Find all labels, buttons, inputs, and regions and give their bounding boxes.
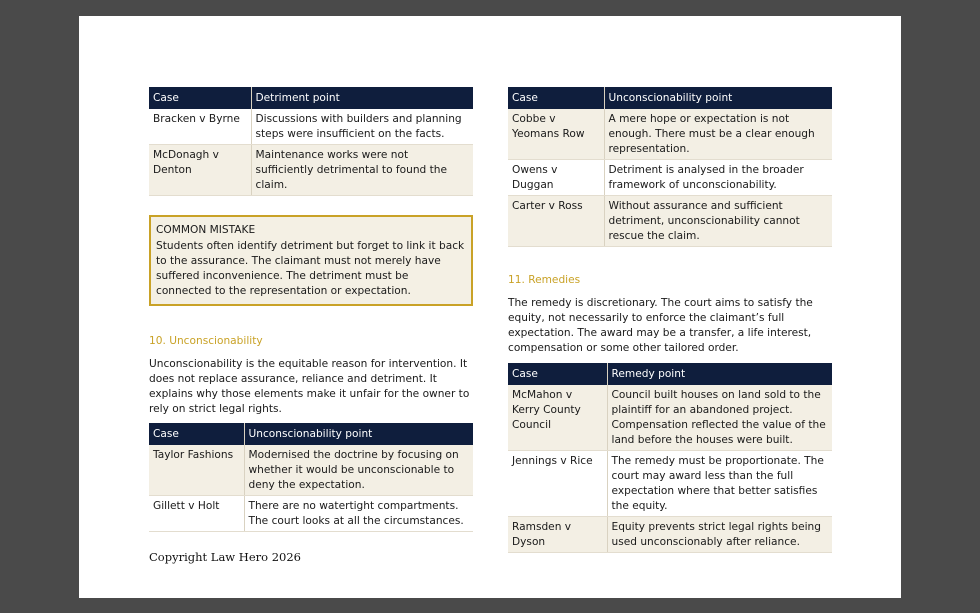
left-column bbox=[149, 87, 473, 532]
case-name: Owens v Duggan bbox=[508, 160, 604, 196]
case-name: Gillett v Holt bbox=[149, 496, 244, 532]
case-name: McMahon v Kerry County Council bbox=[508, 385, 607, 451]
column-header: Case bbox=[149, 87, 251, 109]
case-name: Cobbe v Yeomans Row bbox=[508, 109, 604, 160]
table-row bbox=[508, 196, 832, 247]
case-name: Ramsden v Dyson bbox=[508, 517, 607, 553]
table-row bbox=[149, 496, 473, 532]
section-heading: 11. Remedies bbox=[508, 274, 581, 286]
case-point: Discussions with builders and planning steps were insufficient on the facts. bbox=[251, 109, 473, 145]
copyright-footer: Copyright Law Hero 2026 bbox=[149, 550, 301, 564]
section-heading: 10. Unconscionability bbox=[149, 335, 263, 347]
detriment-table bbox=[149, 87, 473, 196]
column-header: Case bbox=[508, 363, 607, 385]
callout-title: COMMON MISTAKE bbox=[156, 224, 256, 236]
table-header-row bbox=[508, 363, 832, 385]
document-page bbox=[79, 16, 901, 598]
table-header-row bbox=[508, 87, 832, 109]
case-point: The remedy must be proportionate. The court may award less than the full expectation where that better satisfies the equity. bbox=[607, 451, 832, 517]
right-column bbox=[508, 87, 832, 553]
case-point: Equity prevents strict legal rights being used unconscionably after reliance. bbox=[607, 517, 832, 553]
table-row bbox=[149, 109, 473, 145]
column-header: Detriment point bbox=[251, 87, 473, 109]
callout-body: Students often identify detriment but forget to link it back to the assurance. The claimant must not merely have suffered inconvenience. The detriment must be connected to the representation or expectation. bbox=[156, 240, 465, 297]
case-point: Council built houses on land sold to the plaintiff for an abandoned project. Compensation reflected the value of the land before the houses were built. bbox=[607, 385, 832, 451]
case-point: Without assurance and sufficient detriment, unconscionability cannot rescue the claim. bbox=[604, 196, 832, 247]
column-header: Case bbox=[149, 423, 244, 445]
table-row bbox=[508, 385, 832, 451]
unconscionability-table-right bbox=[508, 87, 832, 247]
table-header-row bbox=[149, 87, 473, 109]
table-row bbox=[149, 145, 473, 196]
column-header: Remedy point bbox=[607, 363, 832, 385]
case-name: Jennings v Rice bbox=[508, 451, 607, 517]
case-name: Carter v Ross bbox=[508, 196, 604, 247]
table-row bbox=[149, 445, 473, 496]
table-row bbox=[508, 517, 832, 553]
column-header: Unconscionability point bbox=[604, 87, 832, 109]
case-point: There are no watertight compartments. The court looks at all the circumstances. bbox=[244, 496, 473, 532]
unconscionability-table bbox=[149, 423, 473, 532]
column-header: Unconscionability point bbox=[244, 423, 473, 445]
case-point: Detriment is analysed in the broader framework of unconscionability. bbox=[604, 160, 832, 196]
table-row bbox=[508, 109, 832, 160]
table-header-row bbox=[149, 423, 473, 445]
column-header: Case bbox=[508, 87, 604, 109]
case-point: Modernised the doctrine by focusing on whether it would be unconscionable to deny the expectation. bbox=[244, 445, 473, 496]
case-name: McDonagh v Denton bbox=[149, 145, 251, 196]
section-paragraph: The remedy is discretionary. The court aims to satisfy the equity, not necessarily to enforce the claimant’s full expectation. The award may be a transfer, a life interest, compensation or some other tailored order. bbox=[508, 297, 813, 354]
section-paragraph: Unconscionability is the equitable reason for intervention. It does not replace assurance, reliance and detriment. It explains why those elements make it unfair for the owner to rely on strict legal rights. bbox=[149, 358, 470, 415]
common-mistake-callout bbox=[149, 215, 473, 306]
case-name: Taylor Fashions bbox=[149, 445, 244, 496]
case-point: A mere hope or expectation is not enough. There must be a clear enough representation. bbox=[604, 109, 832, 160]
case-point: Maintenance works were not sufficiently detrimental to found the claim. bbox=[251, 145, 473, 196]
table-row bbox=[508, 160, 832, 196]
case-name: Bracken v Byrne bbox=[149, 109, 251, 145]
remedy-table bbox=[508, 363, 832, 553]
table-row bbox=[508, 451, 832, 517]
